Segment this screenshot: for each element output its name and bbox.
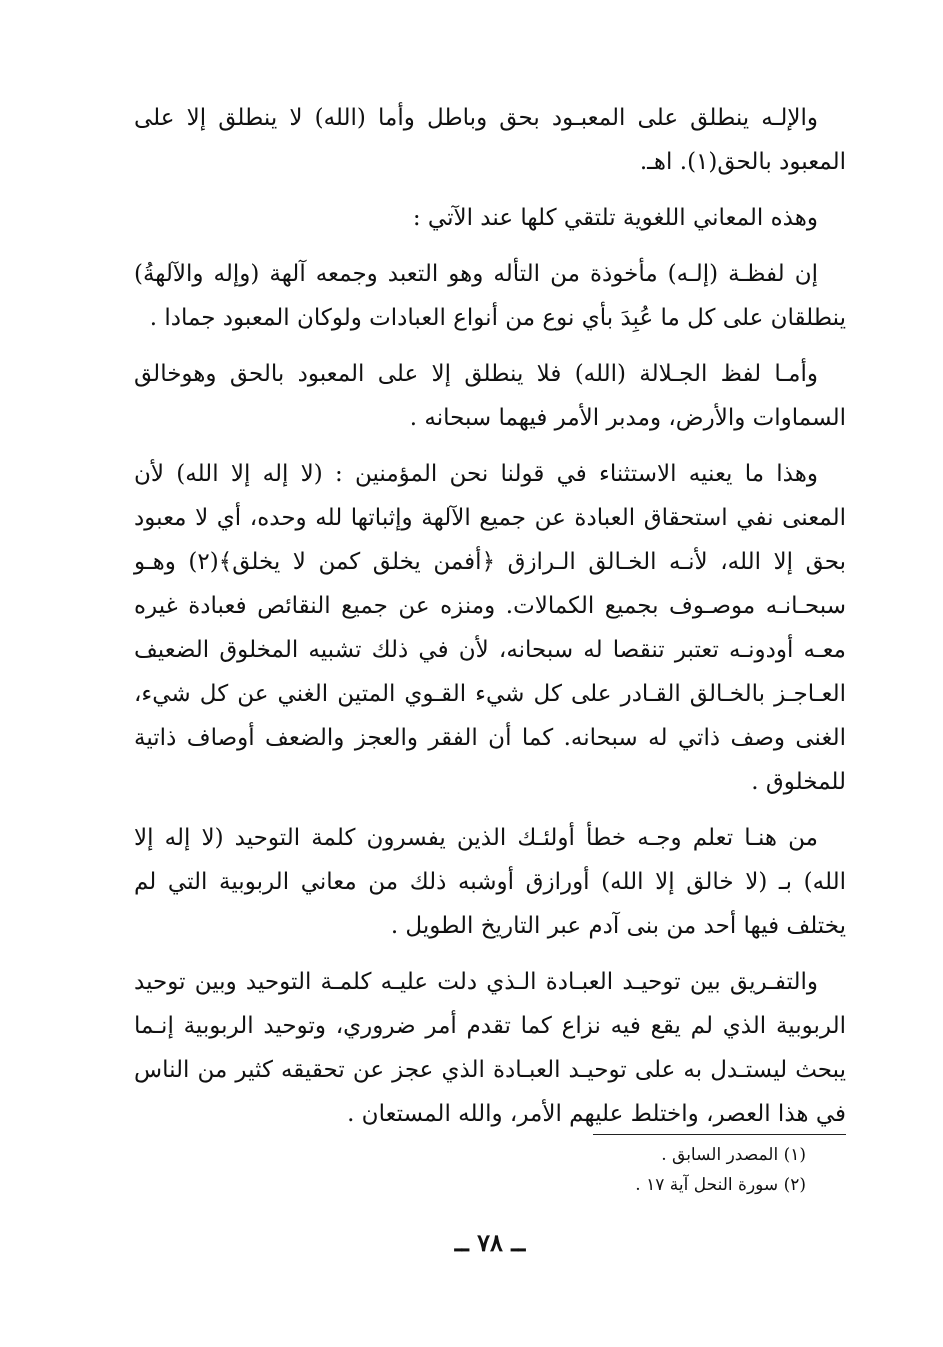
paragraph-5: وهذا ما يعنيه الاستثناء في قولنا نحن المؤمنين : (لا إله إلا الله) لأن المعنى نفي استحقاق العبادة عن جميع الآلهة وإثباتها لله وحده، أي لا معبود بحق إلا الله، لأنـه الخـالق الـرازق ﴿أفمن يخلق كمن لا يخلق﴾(٢) وهـو سبحـانـه موصـوف بجميع الكمالات. ومنزه عن جميع النقائص فعبادة غيره معـه أودونـه تعتبر تنقصا له سبحانه، لأن في ذلك تشبيه المخلوق الضعيف العـاجـز بالخـالق القـادر على كل شيء القـوي المتين الغني عن كل شيء، الغنى وصف ذاتي له سبحانه. كما أن الفقر والعجز والضعف أوصاف ذاتية للمخلوق . [134,461,847,795]
footnote-2: (٢) سورة النحل آية ١٧ . [635,1175,806,1195]
paragraph-6: من هنـا تعلم وجـه خطأ أولئـك الذين يفسرون كلمة التوحيد (لا إله إلا الله) بـ (لا خالق إلا الله) أورازق أوشبه ذلك من معاني الربوبية التي لم يختلف فيها أحد من بنى آدم عبر التاريخ الطويل . [134,825,846,939]
paragraph-4: وأمـا لفظ الجـلالة (الله) فلا ينطلق إلا على المعبود بالحق وهوخالق السماوات والأرض، ومدبر الأمر فيهما سبحانه . [134,361,846,431]
footnotes [520,1140,846,1200]
paragraph-7: والتفـريق بين توحيـد العبـادة الـذي دلت عليـه كلمـة التوحيد وبين توحيد الربوبية الذي لم يقع فيه نزاع كما تقدم أمر ضروري، وتوحيد الربوبية إنـما يبحث ليستـدل به على توحيـد العبـادة الذي عجز عن تحقيقه كثير من الناس في هذا العصر، واختلط عليهم الأمر، والله المستعان . [134,969,846,1127]
footnote-1: (١) المصدر السابق . [661,1145,806,1165]
main-text [134,96,846,1148]
page-number: ــ ٧٨ ــ [454,1228,526,1257]
paragraph-1: والإلـه ينطلق على المعبـود بحق وباطل وأما (الله) لا ينطلق إلا على المعبود بالحق(١). اهـ. [134,105,846,175]
paragraph-2: وهذه المعاني اللغوية تلتقي كلها عند الآتي : [412,205,818,231]
paragraph-3: إن لفظـة (إلـه) مأخوذة من التأله وهو التعبد وجمعه آلهة (وإله والآلهةُ) ينطلقان على كل ما عُبِدَ بأي نوع من أنواع العبادات ولوكان المعبود جمادا . [134,261,846,331]
footnote-divider [593,1134,846,1135]
